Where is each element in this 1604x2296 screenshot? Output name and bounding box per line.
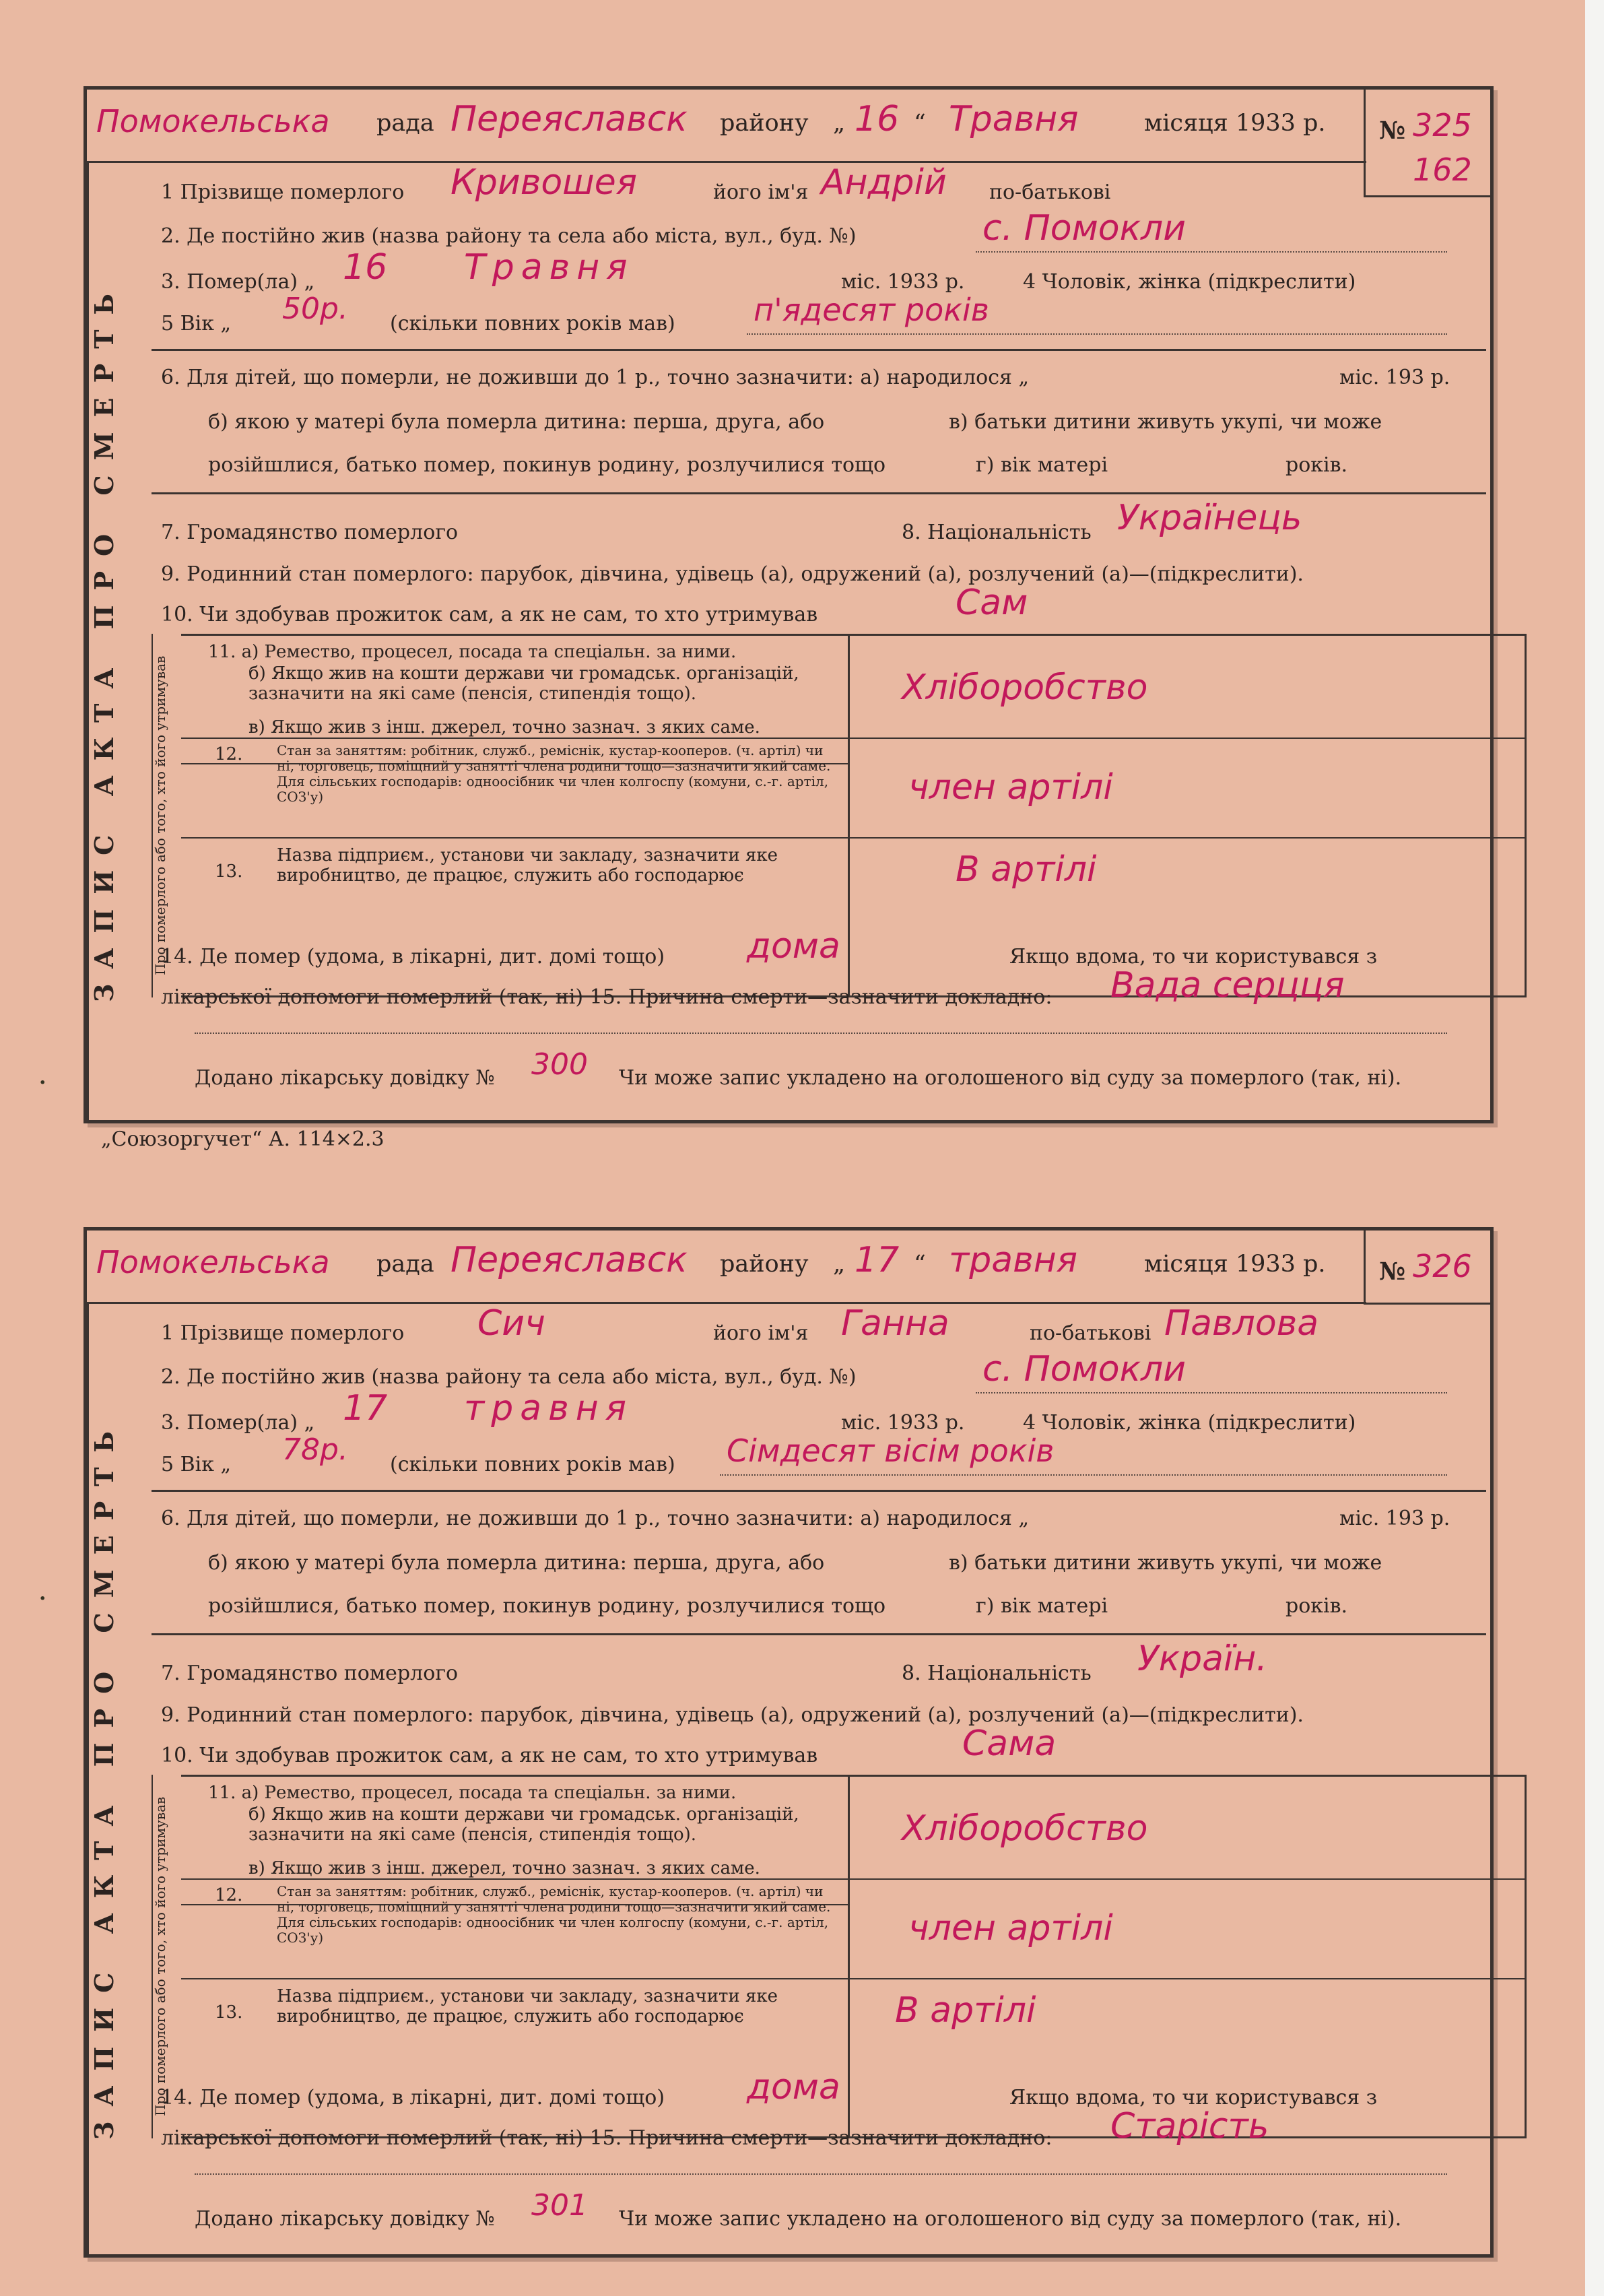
certificate-value: 301 [531, 2188, 588, 2223]
open-quote: „ [833, 110, 846, 137]
age-words-value: п'ядесят років [754, 292, 989, 328]
occupation-label: 11. а) Ремество, процесел, посада та спеціальн. за ними. [208, 1783, 737, 1803]
sex-label: 4 Чоловік, жінка (підкреслити) [1023, 1411, 1356, 1435]
occupation-label: 11. а) Ремество, процесел, посада та спеціальн. за ними. [208, 642, 737, 662]
marital-status-label: 9. Родинний стан померлого: парубок, дівчина, удівець (а), одружений (а), розлучений (а)—(підкреслити). [161, 562, 1304, 586]
certificate-label: Додано лікарську довідку № [195, 1066, 495, 1090]
status-value: член артілі [908, 767, 1113, 808]
death-record-326 [83, 1227, 1494, 2258]
citizenship-label: 7. Громадянство померлого [161, 521, 459, 544]
patronymic-label: по-батькові [989, 181, 1111, 204]
day-value: 16 [855, 99, 900, 139]
workplace-number: 13. [215, 2002, 243, 2023]
record-number: 325 [1413, 107, 1472, 143]
patronymic-value: Павлова [1164, 1303, 1319, 1344]
death-year-label: міс. 1933 р. [841, 270, 965, 294]
patronymic-label: по-батькові [1030, 1321, 1151, 1345]
page-edge [1585, 0, 1604, 2296]
child-order-label: б) якою у матері була померла дитина: перша, друга, або [208, 1551, 825, 1575]
name-value: Андрій [821, 162, 947, 203]
open-quote: „ [833, 1251, 846, 1278]
support-label: 10. Чи здобував прожиток сам, а як не сам, то хто утримував [161, 1744, 818, 1767]
form-print-note: „Союзоргучет“ А. 114×2.3 [101, 1127, 385, 1151]
month-label: місяця 1933 р. [1144, 110, 1326, 137]
child-born-year: міс. 193 р. [1339, 1507, 1450, 1530]
surname-value: Кривошея [450, 162, 638, 203]
occupation-value: Хліборобство [902, 667, 1148, 708]
residence-label: 2. Де постійно жив (назва району та села або міста, вул., буд. №) [161, 1365, 857, 1389]
name-label: його ім'я [713, 181, 809, 204]
number-label: № [1379, 117, 1406, 145]
workplace-label: Назва підприєм., установи чи закладу, зазначити яке виробництво, де працює, служить або господарює [277, 1986, 778, 2027]
home-medical-label: Якщо вдома, то чи користувався з [1009, 945, 1378, 969]
status-label: Стан за заняттям: робітник, служб., реміснік, кустар-кооперов. (ч. артіл) чи ні, торговець, поміщний у занятті члена родини тощо—зазначити який саме. Для сільських господарів: одноосібник чи член колгоспу (комуни, с.-г. артіл, СОЗ'у) [277, 742, 831, 805]
parents-label: в) батьки дитини живуть укупі, чи може [949, 1551, 1382, 1575]
residence-value: с. Помокли [982, 1349, 1187, 1389]
other-sources-label: в) Якщо жив з інш. джерел, точно зазнач. з яких саме. [248, 717, 760, 737]
close-quote: “ [914, 1251, 926, 1278]
selrada-value: Помокельська [96, 103, 330, 139]
surname-label: 1 Прізвище померлого [161, 1321, 405, 1345]
cause-value: Старість [1110, 2106, 1269, 2146]
other-sources-label: в) Якщо жив з інш. джерел, точно зазнач. з яких саме. [248, 1858, 760, 1878]
death-date-label: 3. Помер(ла) „ [161, 1411, 315, 1435]
status-number: 12. [215, 744, 243, 764]
parents-status-label: розійшлися, батько помер, покинув родину, розлучилися тощо [208, 453, 886, 477]
cause-label: лікарської допомоги померлий (так, ні) 15. Причина смерти—зазначити докладно: [161, 2126, 1052, 2150]
death-place-label: 14. Де помер (удома, в лікарні, дит. домі тощо) [161, 945, 665, 969]
occupation-side-label: Про померлого або того, хто його утримував [152, 1775, 181, 2138]
mother-age-unit: років. [1285, 453, 1348, 477]
status-number: 12. [215, 1885, 243, 1905]
record-number-box [1364, 90, 1490, 197]
child-born-label: 6. Для дітей, що померли, не доживши до 1 р., точно зазначити: а) народилося „ [161, 366, 1030, 389]
death-place-value: дома [747, 2067, 840, 2107]
workplace-number: 13. [215, 861, 243, 882]
residence-value: с. Помокли [982, 208, 1187, 249]
hole-mark: · [39, 1071, 46, 1094]
death-record-325 [83, 86, 1494, 1123]
age-value: 78р. [282, 1433, 348, 1467]
nationality-label: 8. Національність [902, 521, 1092, 544]
month-label: місяця 1933 р. [1144, 1251, 1326, 1278]
death-day-value: 16 [343, 247, 388, 288]
mother-age-label: г) вік матері [976, 453, 1108, 477]
court-label: Чи може запис укладено на оголошеного від суду за померлого (так, ні). [619, 2207, 1402, 2231]
record-number: 326 [1413, 1248, 1472, 1284]
name-label: його ім'я [713, 1321, 809, 1345]
support-value: Сама [962, 1724, 1057, 1764]
age-words-value: Сімдесят вісім років [727, 1433, 1055, 1469]
parents-status-label: розійшлися, батько помер, покинув родину, розлучилися тощо [208, 1594, 886, 1618]
occupation-value: Хліборобство [902, 1808, 1148, 1849]
nationality-value: Українець [1117, 498, 1302, 538]
side-title: ЗАПИС АКТА ПРО СМЕРТЬ [87, 161, 152, 1120]
death-place-value: дома [747, 926, 840, 966]
record-number-secondary: 162 [1413, 152, 1472, 188]
death-month-value: травня [464, 1388, 634, 1429]
death-day-value: 17 [343, 1388, 388, 1429]
child-born-year: міс. 193 р. [1339, 366, 1450, 389]
death-year-label: міс. 1933 р. [841, 1411, 965, 1435]
occupation-side-label: Про померлого або того, хто його утримував [152, 634, 181, 997]
age-hint: (скільки повних років мав) [390, 1453, 675, 1476]
age-label: 5 Вік „ [161, 1453, 232, 1476]
month-value: Травня [949, 99, 1079, 139]
surname-value: Сич [477, 1303, 545, 1344]
court-label: Чи може запис укладено на оголошеного від суду за померлого (так, ні). [619, 1066, 1402, 1090]
number-label: № [1379, 1257, 1406, 1286]
sex-label: 4 Чоловік, жінка (підкреслити) [1023, 270, 1356, 294]
cause-label: лікарської допомоги померлий (так, ні) 15. Причина смерти—зазначити докладно: [161, 985, 1052, 1009]
home-medical-label: Якщо вдома, то чи користувався з [1009, 2086, 1378, 2109]
support-label: 10. Чи здобував прожиток сам, а як не сам, то хто утримував [161, 603, 818, 626]
raion-value: Переяславск [450, 99, 688, 139]
day-value: 17 [855, 1240, 900, 1280]
death-month-value: Травня [464, 247, 634, 288]
nationality-label: 8. Національність [902, 1662, 1092, 1685]
workplace-label: Назва підприєм., установи чи закладу, зазначити яке виробництво, де працює, служить або господарює [277, 845, 778, 886]
side-title: ЗАПИС АКТА ПРО СМЕРТЬ [87, 1302, 152, 2254]
selrada-label: рада [376, 110, 434, 137]
age-label: 5 Вік „ [161, 312, 232, 335]
nationality-value: Україн. [1137, 1639, 1267, 1679]
child-born-label: 6. Для дітей, що померли, не доживши до 1 р., точно зазначити: а) народилося „ [161, 1507, 1030, 1530]
cause-value: Вада серцця [1110, 965, 1345, 1006]
hole-mark: · [39, 1587, 46, 1610]
citizenship-label: 7. Громадянство померлого [161, 1662, 459, 1685]
state-support-label: б) Якщо жив на кошти держави чи громадськ. організацій, зазначити на які саме (пенсія, стипендія тощо). [248, 1804, 799, 1845]
state-support-label: б) Якщо жив на кошти держави чи громадськ. організацій, зазначити на які саме (пенсія, стипендія тощо). [248, 663, 799, 704]
close-quote: “ [914, 110, 926, 137]
residence-label: 2. Де постійно жив (назва району та села або міста, вул., буд. №) [161, 224, 857, 248]
mother-age-unit: років. [1285, 1594, 1348, 1618]
selrada-label: рада [376, 1251, 434, 1278]
child-order-label: б) якою у матері була померла дитина: перша, друга, або [208, 410, 825, 434]
raion-label: району [720, 1251, 809, 1278]
status-label: Стан за заняттям: робітник, служб., реміснік, кустар-кооперов. (ч. артіл) чи ні, торговець, поміщний у занятті члена родини тощо—зазначити який саме. Для сільських господарів: одноосібник чи член колгоспу (комуни, с.-г. артіл, СОЗ'у) [277, 1883, 831, 1946]
certificate-value: 300 [531, 1047, 588, 1082]
record-number-box [1364, 1231, 1490, 1305]
record-header [87, 1231, 1366, 1304]
parents-label: в) батьки дитини живуть укупі, чи може [949, 410, 1382, 434]
age-value: 50р. [282, 292, 348, 326]
workplace-value: В артілі [956, 849, 1097, 890]
certificate-label: Додано лікарську довідку № [195, 2207, 495, 2231]
raion-label: району [720, 110, 809, 137]
age-hint: (скільки повних років мав) [390, 312, 675, 335]
raion-value: Переяславск [450, 1240, 688, 1280]
surname-label: 1 Прізвище померлого [161, 181, 405, 204]
death-place-label: 14. Де помер (удома, в лікарні, дит. домі тощо) [161, 2086, 665, 2109]
name-value: Ганна [841, 1303, 949, 1344]
death-date-label: 3. Помер(ла) „ [161, 270, 315, 294]
workplace-value: В артілі [895, 1990, 1036, 2031]
status-value: член артілі [908, 1908, 1113, 1948]
month-value: травня [949, 1240, 1078, 1280]
record-header [87, 90, 1366, 163]
support-value: Сам [956, 583, 1028, 623]
marital-status-label: 9. Родинний стан померлого: парубок, дівчина, удівець (а), одружений (а), розлучений (а)—(підкреслити). [161, 1703, 1304, 1727]
selrada-value: Помокельська [96, 1244, 330, 1280]
mother-age-label: г) вік матері [976, 1594, 1108, 1618]
